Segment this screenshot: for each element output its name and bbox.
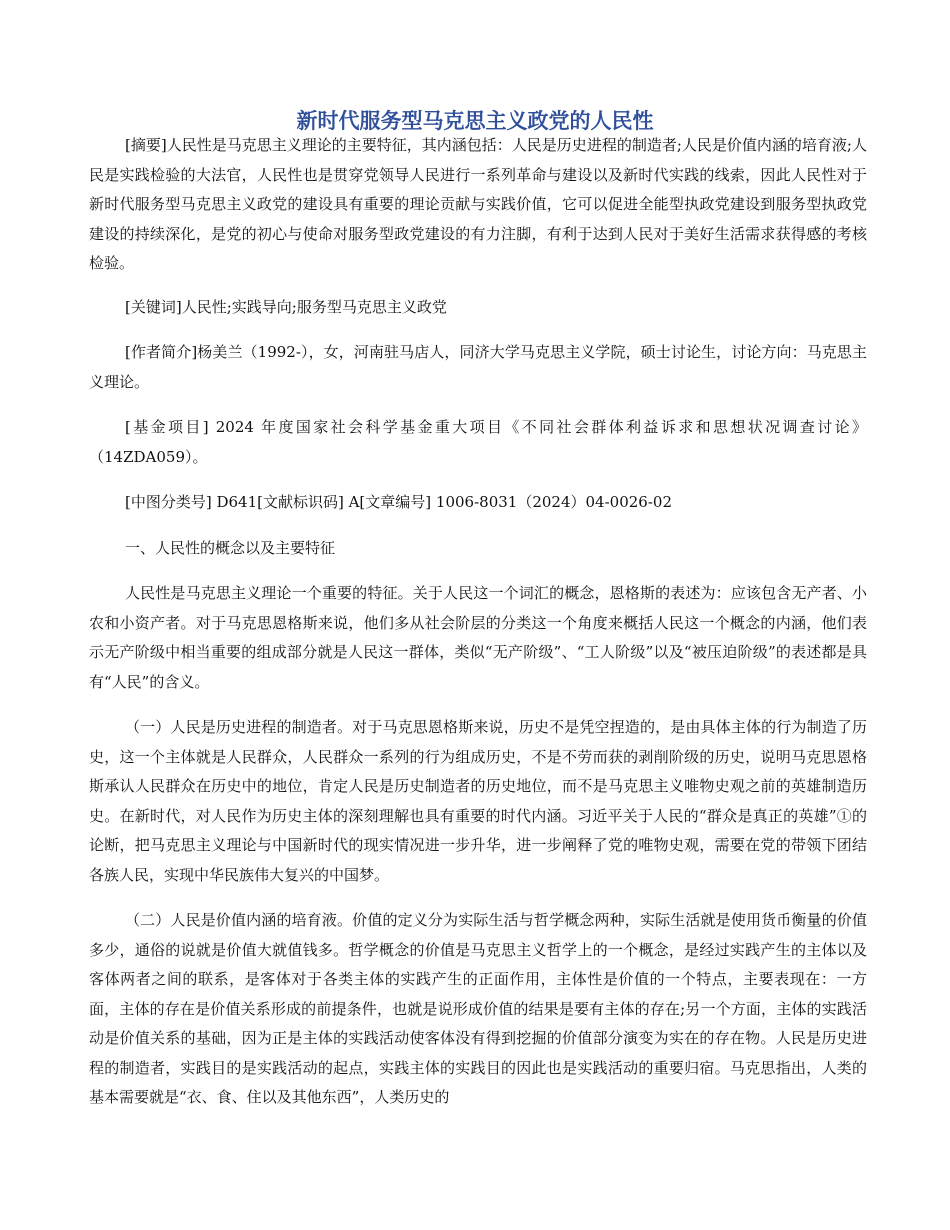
classification-paragraph: [中图分类号] D641[文献标识码] A[文章编号] 1006-8031（2024）04-0026-02	[125, 493, 672, 511]
fund-paragraph: [基金项目] 2024 年度国家社会科学基金重大项目《不同社会群体利益诉求和思想状况调查讨论》（14ZDA059）。	[89, 418, 867, 466]
section-heading: 一、人民性的概念以及主要特征	[125, 538, 336, 557]
paper-body	[89, 131, 867, 1129]
paper-title: 新时代服务型马克思主义政党的人民性	[296, 109, 654, 133]
abstract-paragraph: [摘要]人民性是马克思主义理论的主要特征，其内涵包括：人民是历史进程的制造者;人民是价值内涵的培育液;人民是实践检验的大法官，人民性也是贯穿党领导人民进行一系列革命与建设以及新时代实践的线索，因此人民性对于新时代服务型马克思主义政党的建设具有重要的理论贡献与实践价值，它可以促进全能型执政党建设到服务型执政党建设的持续深化，是党的初心与使命对服务型政党建设的有力注脚，有利于达到人民对于美好生活需求获得感的考核检验。	[89, 136, 867, 272]
body-paragraph-3: （二）人民是价值内涵的培育液。价值的定义分为实际生活与哲学概念两种，实际生活就是使用货币衡量的价值多少，通俗的说就是价值大就值钱多。哲学概念的价值是马克思主义哲学上的一个概念，是经过实践产生的主体以及客体两者之间的联系，是客体对于各类主体的实践产生的正面作用，主体性是价值的一个特点，主要表现在：一方面，主体的存在是价值关系形成的前提条件，也就是说形成价值的结果是要有主体的存在;另一个方面，主体的实践活动是价值关系的基础，因为正是主体的实践活动使客体没有得到挖掘的价值部分演变为实在的存在物。人民是历史进程的制造者，实践目的是实践活动的起点，实践主体的实践目的因此也是实践活动的重要归宿。马克思指出，人类的基本需要就是“衣、食、住以及其他东西”，人类历史的	[89, 911, 867, 1106]
body-paragraph-1: 人民性是马克思主义理论一个重要的特征。关于人民这一个词汇的概念，恩格斯的表述为：应该包含无产者、小农和小资产者。对于马克思恩格斯来说，他们多从社会阶层的分类这一个角度来概括人民这一个概念的内涵，他们表示无产阶级中相当重要的组成部分就是人民这一群体，类似“无产阶级”、“工人阶级”以及“被压迫阶级”的表述都是具有“人民”的含义。	[89, 584, 867, 691]
author-paragraph: [作者简介]杨美兰（1992-），女，河南驻马店人，同济大学马克思主义学院，硕士讨论生，讨论方向：马克思主义理论。	[89, 343, 867, 391]
keywords-paragraph: [关键词]人民性;实践导向;服务型马克思主义政党	[125, 297, 447, 316]
body-paragraph-2: （一）人民是历史进程的制造者。对于马克思恩格斯来说，历史不是凭空捏造的，是由具体主体的行为制造了历史，这一个主体就是人民群众，人民群众一系列的行为组成历史，不是不劳而获的剥削阶级的历史，说明马克思恩格斯承认人民群众在历史中的地位，肯定人民是历史制造者的历史地位，而不是马克思主义唯物史观之前的英雄制造历史。在新时代，对人民作为历史主体的深刻理解也具有重要的时代内涵。习近平关于人民的“群众是真正的英雄”①的论断，把马克思主义理论与中国新时代的现实情况进一步升华，进一步阐释了党的唯物史观，需要在党的带领下团结各族人民，实现中华民族伟大复兴的中国梦。	[89, 718, 867, 884]
